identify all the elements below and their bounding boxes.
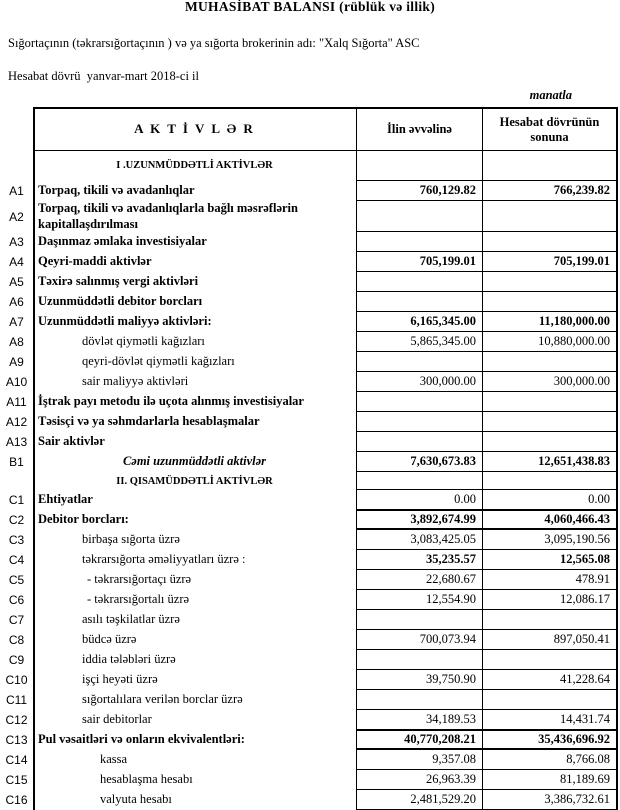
value-year-start (357, 292, 483, 312)
value-year-start: 300,000.00 (357, 372, 483, 392)
row-code: C1 (8, 493, 25, 508)
table-row (0, 312, 618, 332)
row-label: II. QISAMÜDDƏTLİ AKTİVLƏR (33, 472, 357, 490)
table-row (0, 670, 618, 690)
row-code: A12 (5, 415, 28, 430)
table-row (0, 530, 618, 550)
value-year-start: 40,770,208.21 (357, 730, 483, 750)
row-code: A6 (9, 295, 24, 310)
header-code-gutter (0, 107, 33, 151)
value-period-end: 35,436,696.92 (483, 730, 618, 750)
row-label: Debitor borcları: (33, 510, 357, 530)
row-label: dövlət qiymətli kağızları (33, 332, 357, 352)
row-code: C2 (8, 513, 25, 528)
value-year-start (357, 232, 483, 252)
row-label: sığortalılara verilən borclar üzrə (33, 690, 357, 710)
value-period-end (483, 472, 618, 490)
table-row (0, 372, 618, 392)
page-title: MUHASİBAT BALANSI (rüblük və illik) (184, 0, 436, 14)
value-year-start: 39,750.90 (357, 670, 483, 690)
value-year-start (357, 392, 483, 412)
value-period-end (483, 352, 618, 372)
value-period-end: 0.00 (483, 490, 618, 510)
value-period-end: 897,050.41 (483, 630, 618, 650)
row-label: İştrak payı metodu ilə uçota alınmış investisiyalar (33, 392, 357, 412)
row-code: C3 (8, 533, 25, 548)
row-label: Torpaq, tikili və avadanlıqlar (33, 181, 357, 201)
value-period-end: 81,189.69 (483, 770, 618, 790)
value-year-start: 22,680.67 (357, 570, 483, 590)
row-code: B1 (9, 455, 24, 470)
value-period-end (483, 392, 618, 412)
row-label: işçi heyəti üzrə (33, 670, 357, 690)
row-code: C4 (8, 553, 25, 568)
row-code: A3 (9, 235, 24, 250)
table-row (0, 452, 618, 472)
value-year-start: 9,357.08 (357, 750, 483, 770)
table-row (0, 272, 618, 292)
value-period-end (483, 412, 618, 432)
value-year-start (357, 472, 483, 490)
row-code: C14 (5, 753, 28, 768)
row-label: I .UZUNMÜDDƏTLİ AKTİVLƏR (33, 151, 357, 181)
value-period-end: 478.91 (483, 570, 618, 590)
value-year-start: 700,073.94 (357, 630, 483, 650)
row-label: birbaşa sığorta üzrə (33, 530, 357, 550)
column-header-period-end: Hesabat dövrünün sonuna (483, 107, 618, 151)
row-label: qeyri-dövlət qiymətli kağızları (33, 352, 357, 372)
table-row (0, 151, 618, 181)
table-row (0, 710, 618, 730)
value-year-start (357, 650, 483, 670)
table-row (0, 252, 618, 272)
value-period-end: 3,386,732.61 (483, 790, 618, 810)
row-label: Uzunmüddətli debitor borcları (33, 292, 357, 312)
row-code: C12 (5, 713, 28, 728)
row-label: iddia tələbləri üzrə (33, 650, 357, 670)
column-header-year-start: İlin əvvəlinə (357, 107, 483, 151)
table-row (0, 292, 618, 312)
value-period-end: 11,180,000.00 (483, 312, 618, 332)
column-header-assets: A K T İ V L Ə R (33, 107, 357, 151)
row-code: A5 (9, 275, 24, 290)
table-row (0, 392, 618, 412)
row-label: büdcə üzrə (33, 630, 357, 650)
value-period-end: 12,565.08 (483, 550, 618, 570)
row-code: C10 (5, 673, 28, 688)
row-label: - təkrarsığortaçı üzrə (33, 570, 357, 590)
value-year-start (357, 432, 483, 452)
value-period-end (483, 292, 618, 312)
row-code (0, 472, 33, 490)
value-year-start: 705,199.01 (357, 252, 483, 272)
row-label: Təxirə salınmış vergi aktivləri (33, 272, 357, 292)
value-period-end: 300,000.00 (483, 372, 618, 392)
row-code: C7 (8, 613, 25, 628)
row-code: C16 (5, 793, 28, 808)
table-row (0, 730, 618, 750)
insurer-name-line: Sığortaçının (təkrarsığortaçının ) və ya sığorta brokerinin adı: "Xalq Sığorta" ASC (8, 36, 420, 50)
value-year-start: 2,481,529.20 (357, 790, 483, 810)
value-year-start: 0.00 (357, 490, 483, 510)
row-label: Daşınmaz əmlaka investisiyalar (33, 232, 357, 252)
value-year-start: 5,865,345.00 (357, 332, 483, 352)
value-period-end: 3,095,190.56 (483, 530, 618, 550)
value-year-start: 34,189.53 (357, 710, 483, 730)
table-row (0, 690, 618, 710)
table-row (0, 750, 618, 770)
value-year-start: 35,235.57 (357, 550, 483, 570)
row-code: A9 (9, 355, 24, 370)
row-label: hesablaşma hesabı (33, 770, 357, 790)
row-code: C13 (5, 733, 28, 748)
row-label: sair debitorlar (33, 710, 357, 730)
row-code: C15 (5, 773, 28, 788)
row-code: C9 (8, 653, 25, 668)
value-period-end (483, 610, 618, 630)
value-period-end (483, 650, 618, 670)
value-period-end: 766,239.82 (483, 181, 618, 201)
currency-note: manatla (529, 88, 572, 102)
table-row (0, 570, 618, 590)
value-period-end: 4,060,466.43 (483, 510, 618, 530)
row-code: A4 (9, 255, 24, 270)
value-period-end: 12,086.17 (483, 590, 618, 610)
table-row (0, 770, 618, 790)
value-year-start: 12,554.90 (357, 590, 483, 610)
value-period-end: 41,228.64 (483, 670, 618, 690)
row-label: Ehtiyatlar (33, 490, 357, 510)
row-label: Qeyri-maddi aktivlər (33, 252, 357, 272)
row-code: A10 (5, 375, 28, 390)
value-year-start: 3,083,425.05 (357, 530, 483, 550)
value-period-end: 14,431.74 (483, 710, 618, 730)
value-year-start: 26,963.39 (357, 770, 483, 790)
value-year-start (357, 412, 483, 432)
table-row (0, 550, 618, 570)
row-code (0, 151, 33, 181)
row-label: sair maliyyə aktivləri (33, 372, 357, 392)
table-row (0, 790, 618, 810)
value-year-start: 3,892,674.99 (357, 510, 483, 530)
table-row (0, 432, 618, 452)
row-label: Uzunmüddətli maliyyə aktivləri: (33, 312, 357, 332)
table-header-row (0, 107, 618, 151)
report-period-line: Hesabat dövrü yanvar-mart 2018-ci il (8, 69, 200, 83)
table-row (0, 201, 618, 232)
row-code: A2 (9, 209, 24, 224)
value-period-end (483, 690, 618, 710)
table-row (0, 650, 618, 670)
value-period-end: 705,199.01 (483, 252, 618, 272)
row-code: C6 (8, 593, 25, 608)
value-year-start (357, 690, 483, 710)
value-year-start (357, 610, 483, 630)
table-row (0, 590, 618, 610)
value-year-start: 6,165,345.00 (357, 312, 483, 332)
value-period-end (483, 432, 618, 452)
value-year-start: 760,129.82 (357, 181, 483, 201)
row-label: asılı təşkilatlar üzrə (33, 610, 357, 630)
table-row (0, 630, 618, 650)
row-code: A13 (5, 435, 28, 450)
row-code: A11 (6, 395, 27, 410)
table-row (0, 332, 618, 352)
row-code: C11 (5, 693, 28, 708)
value-year-start (357, 201, 483, 232)
row-label: valyuta hesabı (33, 790, 357, 810)
row-label: kassa (33, 750, 357, 770)
row-label: Təsisçi və ya səhmdarlarla hesablaşmalar (33, 412, 357, 432)
row-label: - təkrarsığortalı üzrə (33, 590, 357, 610)
row-code: A1 (9, 184, 24, 198)
row-code: C8 (8, 633, 25, 648)
row-label: Cəmi uzunmüddətli aktivlər (33, 452, 357, 472)
row-label: Torpaq, tikili və avadanlıqlarla bağlı məsrəflərin kapitallaşdırılması (33, 201, 357, 232)
row-code: C5 (8, 573, 25, 588)
table-row (0, 490, 618, 510)
table-row (0, 412, 618, 432)
value-period-end (483, 151, 618, 181)
table-row (0, 352, 618, 372)
table-row (0, 610, 618, 630)
value-period-end (483, 272, 618, 292)
balance-table (0, 107, 618, 810)
row-code: A7 (9, 315, 24, 330)
value-period-end (483, 232, 618, 252)
value-year-start (357, 272, 483, 292)
value-period-end: 8,766.08 (483, 750, 618, 770)
row-label: Sair aktivlər (33, 432, 357, 452)
table-row (0, 510, 618, 530)
value-period-end: 10,880,000.00 (483, 332, 618, 352)
row-label: Pul vəsaitləri və onların ekvivalentləri: (33, 730, 357, 750)
table-row (0, 181, 618, 201)
row-label: təkrarsığorta əməliyyatları üzrə : (33, 550, 357, 570)
value-period-end (483, 201, 618, 232)
value-year-start (357, 151, 483, 181)
value-period-end: 12,651,438.83 (483, 452, 618, 472)
value-year-start: 7,630,673.83 (357, 452, 483, 472)
row-code: A8 (9, 335, 24, 350)
value-year-start (357, 352, 483, 372)
table-row (0, 232, 618, 252)
table-row (0, 472, 618, 490)
